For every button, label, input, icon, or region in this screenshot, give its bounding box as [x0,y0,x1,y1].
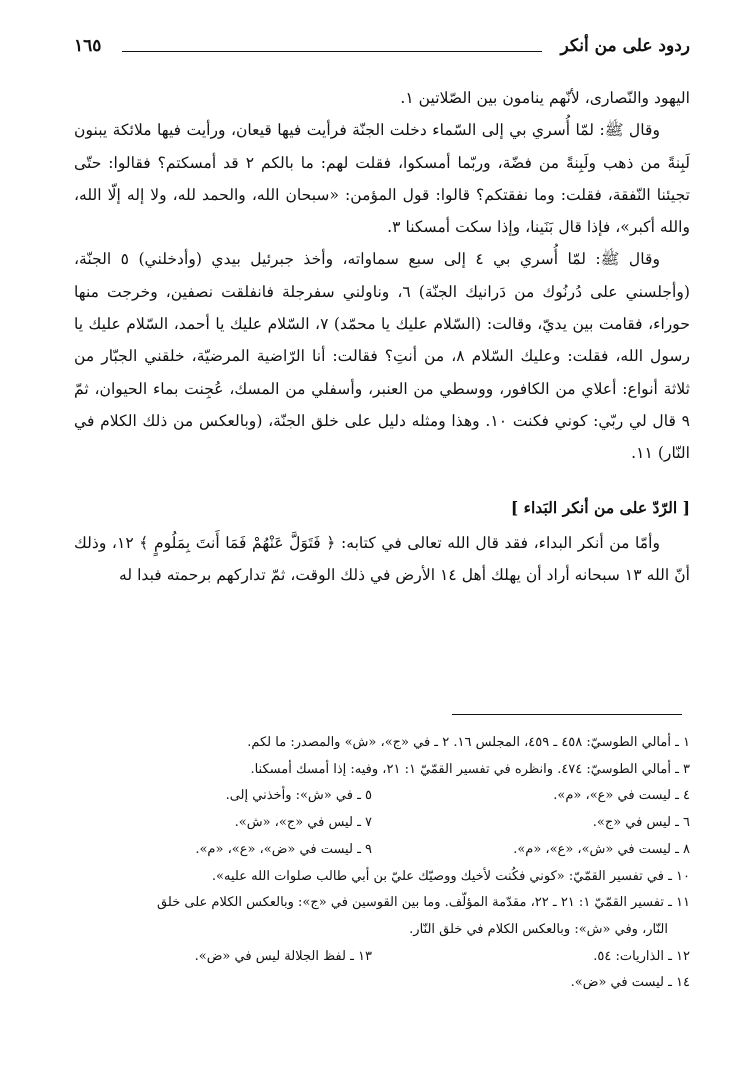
paragraph-3: وقال ﷺ: لمّا أُسري بي ٤ إلى سبع سماواته، وأخذ جبرئيل بيدي (وأدخلني) ٥ الجنّة، (وأجلسني على دُرنُوك من دَرانيك الجنّة) ٦، وناولني سفرجلة فانفلقت نصفين، وخرجت منها حوراء، فقامت بين يديّ، وقالت: (السّلام عليك يا محمّد) ٧، السّلام عليك يا أحمد، السّلام عليك يا رسول الله، فقلت: وعليك السّلام ٨، من أنتِ؟ فقالت: أنا الرّاضية المرضيّة، خلقني الجبّار من ثلاثة أنواع: أعلاي من الكافور، ووسطي من العنبر، وأسفلي من المسك، عُجِنت بماء الحيوان، ثمّ ٩ قال لي ربّي: كوني فكنت ١٠. وهذا ومثله دليل على خلق الجنّة، (وبالعكس من ذلك الكلام في النّار) ١١. [74,250,691,463]
footnote-separator [452,714,682,715]
paragraph-4: وأمّا من أنكر البداء، فقد قال الله تعالى في كتابه: ﴿ فَتَوَلَّ عَنْهُمْ فَمَا أَنتَ بِمَلُومٍ ﴾ ١٢، وذلك أنّ الله ١٣ سبحانه أراد أن يهلك أهل ١٤ الأرض في ذلك الوقت، ثمّ تداركهم برحمته فبدا له [74,533,690,585]
page-number: ١٦٥ [74,36,102,56]
footnote-13: ١٣ ـ لفظ الجلالة ليس في «ض». [194,948,372,964]
footnote-row-6-7 [74,810,690,837]
header-rule [122,51,542,52]
footnote-7: ٧ ـ ليس في «ج»، «ش». [234,815,372,831]
footnote-9: ٩ ـ ليست في «ض»، «ع»، «م». [195,841,372,857]
footnote-row-4-5 [74,783,690,810]
footnote-row-8-9 [74,837,690,864]
main-text [74,82,690,591]
footnote-14: ١٤ ـ ليست في «ض». [570,975,690,991]
footnote-8: ٨ ـ ليست في «ش»، «ع»، «م». [513,841,690,857]
footnote-11: ١١ ـ تفسير القمّيّ ١: ٢١ ـ ٢٢، مقدّمة المؤلّف. وما بين القوسين في «ج»: وبالعكس الكلام على خلق [157,895,690,911]
footnote-3: ٣ ـ أمالي الطوسيّ: ٤٧٤. وانظره في تفسير القمّيّ ١: ٢١، وفيه: إذا أمسك أمسكنا. [250,761,690,777]
page-header [74,32,690,62]
footnote-12: ١٢ ـ الذاريات: ٥٤. [593,948,690,964]
footnote-1-2: ١ ـ أمالي الطوسيّ: ٤٥٨ ـ ٤٥٩، المجلس ١٦. ٢ ـ في «ج»، «ش» والمصدر: ما لكم. [247,735,690,750]
running-head: ردود على من أنكر [560,36,690,56]
footnote-5: ٥ ـ في «ش»: وأخذني إلى. [225,788,372,804]
footnote-6: ٦ ـ ليس في «ج». [592,815,690,831]
section-title: [ الرّدّ على من أنكر البَداء ] [510,497,690,517]
footnotes [74,730,690,997]
footnote-11-continued: النّار، وفي «ش»: وبالعكس الكلام في خلق النّار. [409,921,668,937]
footnote-4: ٤ ـ ليست في «ع»، «م». [553,788,690,804]
footnote-10: ١٠ ـ في تفسير القمّيّ: «كوني فكُنت لأخيك ووصيّك عليّ بن أبي طالب صلوات الله عليه». [211,868,690,884]
paragraph-1: اليهود والنّصارى، لأنّهم ينامون بين الصّلاتين ١. [400,89,690,107]
footnote-row-12-13 [74,944,690,971]
paragraph-2: وقال ﷺ: لمّا أُسري بي إلى السّماء دخلت الجنّة فرأيت فيها قيعان، ورأيت فيها ملائكة يبنون لَبِنةً من ذهب ولَبِنةً من فضّة، وربّما أمسكوا، فقلت لهم: ما بالكم ٢ قد أمسكتم؟ فقالوا: حتّى تجيئنا النّفقة، فقلت: وما نفقتكم؟ قالوا: قول المؤمن: «سبحان الله، والحمد لله، ولا إله إلّا الله، والله أكبر»، فإذا قال بَنَينا، وإذا سكت أمسكنا ٣. [74,121,690,237]
